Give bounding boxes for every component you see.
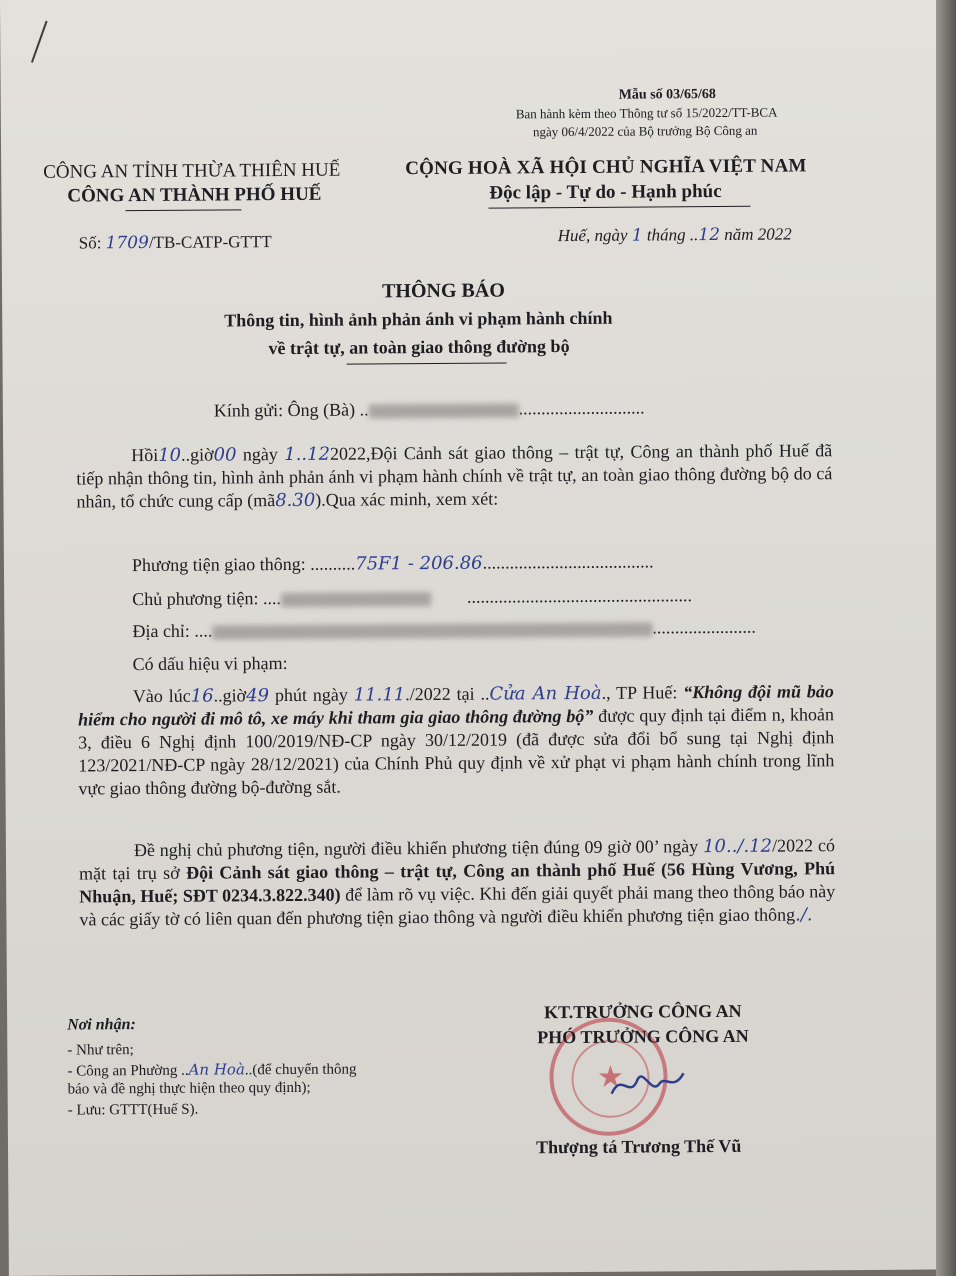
doc-number-handwritten: 1709 [105, 232, 149, 254]
recipients-title: Nơi nhận: [67, 1016, 136, 1034]
recipient-item-continued: báo và đề nghị thực hiện theo quy định); [67, 1079, 311, 1098]
unit-name: CÔNG AN THÀNH PHỐ HUẾ [67, 183, 322, 207]
form-code: Mẫu số 03/65/68 [618, 87, 716, 103]
owner-field: Chủ phương tiện: .... .................................................. [132, 585, 693, 610]
background-edge [936, 0, 956, 1276]
office-address: Đội Cảnh sát giao thông – trật tự, Công an thành phố Huế (56 Hùng Vương, Phú Nhuận, Huế; SĐT 0234.3.822.340) [79, 858, 836, 907]
agency-name: CÔNG AN TỈNH THỪA THIÊN HUẾ [43, 159, 341, 183]
intro-paragraph: Hồi10..giờ00 ngày 1..122022,Đội Cảnh sát giao thông – trật tự, Công an thành phố Huế đã tiếp nhận thông tin, hình ảnh phản ánh vi phạm hành chính về trật tự, an toàn giao thông đường bộ do cá nhân, tổ chức cung cấp (mã8.30).Qua xác minh, xem xét: [76, 440, 833, 512]
form-issued-line2: ngày 06/4/2022 của Bộ trưởng Bộ Công an [532, 122, 758, 140]
form-issued-line1: Ban hành kèm theo Thông tư số 15/2022/TT-BCA [515, 104, 778, 122]
agency-underline [125, 209, 241, 211]
violation-paragraph: Vào lúc16..giờ49 phút ngày 11.11./2022 tại ..Cửa An Hoà., TP Huế: “Không đội mũ bảo hiểm cho người đi mô tô, xe máy khi tham gia giao thông đường bộ” được quy định tại điểm n, khoản 3, điều 6 Nghị định 100/2019/NĐ-CP ngày 30/12/2019 (đã được sửa đổi bổ sung tại Nghị định 123/2021/NĐ-CP ngày 28/12/2021) của Chính Phủ quy định về xử phạt vi phạm hành chính trong lĩnh vực giao thông đường bộ-đường sắt. [77, 681, 835, 799]
national-motto: Độc lập - Tự do - Hạnh phúc [489, 180, 722, 204]
violation-label: Có dấu hiệu vi phạm: [132, 653, 288, 675]
document-subtitle-line2: về trật tự, an toàn giao thông đường bộ [268, 336, 570, 359]
recipient-item: - Lưu: GTTT(Huế S). [67, 1101, 199, 1119]
recipient-item: - Như trên; [67, 1042, 134, 1059]
document-number: Số: 1709/TB-CATP-GTTT [78, 232, 272, 254]
document-subtitle-line1: Thông tin, hình ảnh phản ánh vi phạm hành chính [224, 307, 613, 331]
place-date: Huế, ngày 1 tháng ..12 năm 2022 [557, 224, 792, 246]
salutation: Kính gửi: Ông (Bà) .. ............................ [213, 397, 645, 421]
subtitle-underline [347, 362, 507, 364]
signature-title-line2: PHÓ TRƯỞNG CÔNG AN [537, 1025, 749, 1048]
motto-underline [488, 206, 750, 209]
request-paragraph: Đề nghị chủ phương tiện, người điều khiển phương tiện đúng 09 giờ 00’ ngày 10../.12/2022 có mặt tại trụ sở Đội Cảnh sát giao thông – trật tự, Công an thành phố Huế (56 Hùng Vương, Phú Nhuận, Huế; SĐT 0234.3.822.340) để làm rõ vụ việc. Khi đến giải quyết phải mang theo thông báo này và các giấy tờ có liên quan đến phương tiện giao thông và người điều khiển phương tiện giao thông./. [79, 835, 836, 930]
signer-name: Thượng tá Trương Thế Vũ [535, 1135, 742, 1158]
nation-name: CỘNG HOÀ XÃ HỘI CHỦ NGHĨA VIỆT NAM [405, 155, 807, 180]
recipient-item: - Công an Phường ..An Hoà..(để chuyển thông [67, 1060, 357, 1080]
violation-quote: “Không đội mũ bảo hiểm cho người đi mô tô, xe máy khi tham gia giao thông đường bộ” [77, 681, 834, 730]
redacted-address [212, 622, 652, 639]
document-title: THÔNG BÁO [381, 279, 505, 303]
vehicle-field: Phương tiện giao thông: ..........75F1 - 206.86...................................... [131, 551, 654, 576]
pen-mark [31, 21, 48, 63]
vehicle-plate: 75F1 - 206.86 [355, 552, 483, 575]
redacted-name [369, 403, 519, 418]
redacted-owner [281, 592, 431, 607]
handwritten-signature [607, 1065, 687, 1106]
signature-title-line1: KT.TRƯỞNG CÔNG AN [544, 1000, 742, 1023]
star-icon: ★ [571, 1039, 650, 1118]
address-field: Địa chỉ: .... ....................... [132, 616, 756, 642]
